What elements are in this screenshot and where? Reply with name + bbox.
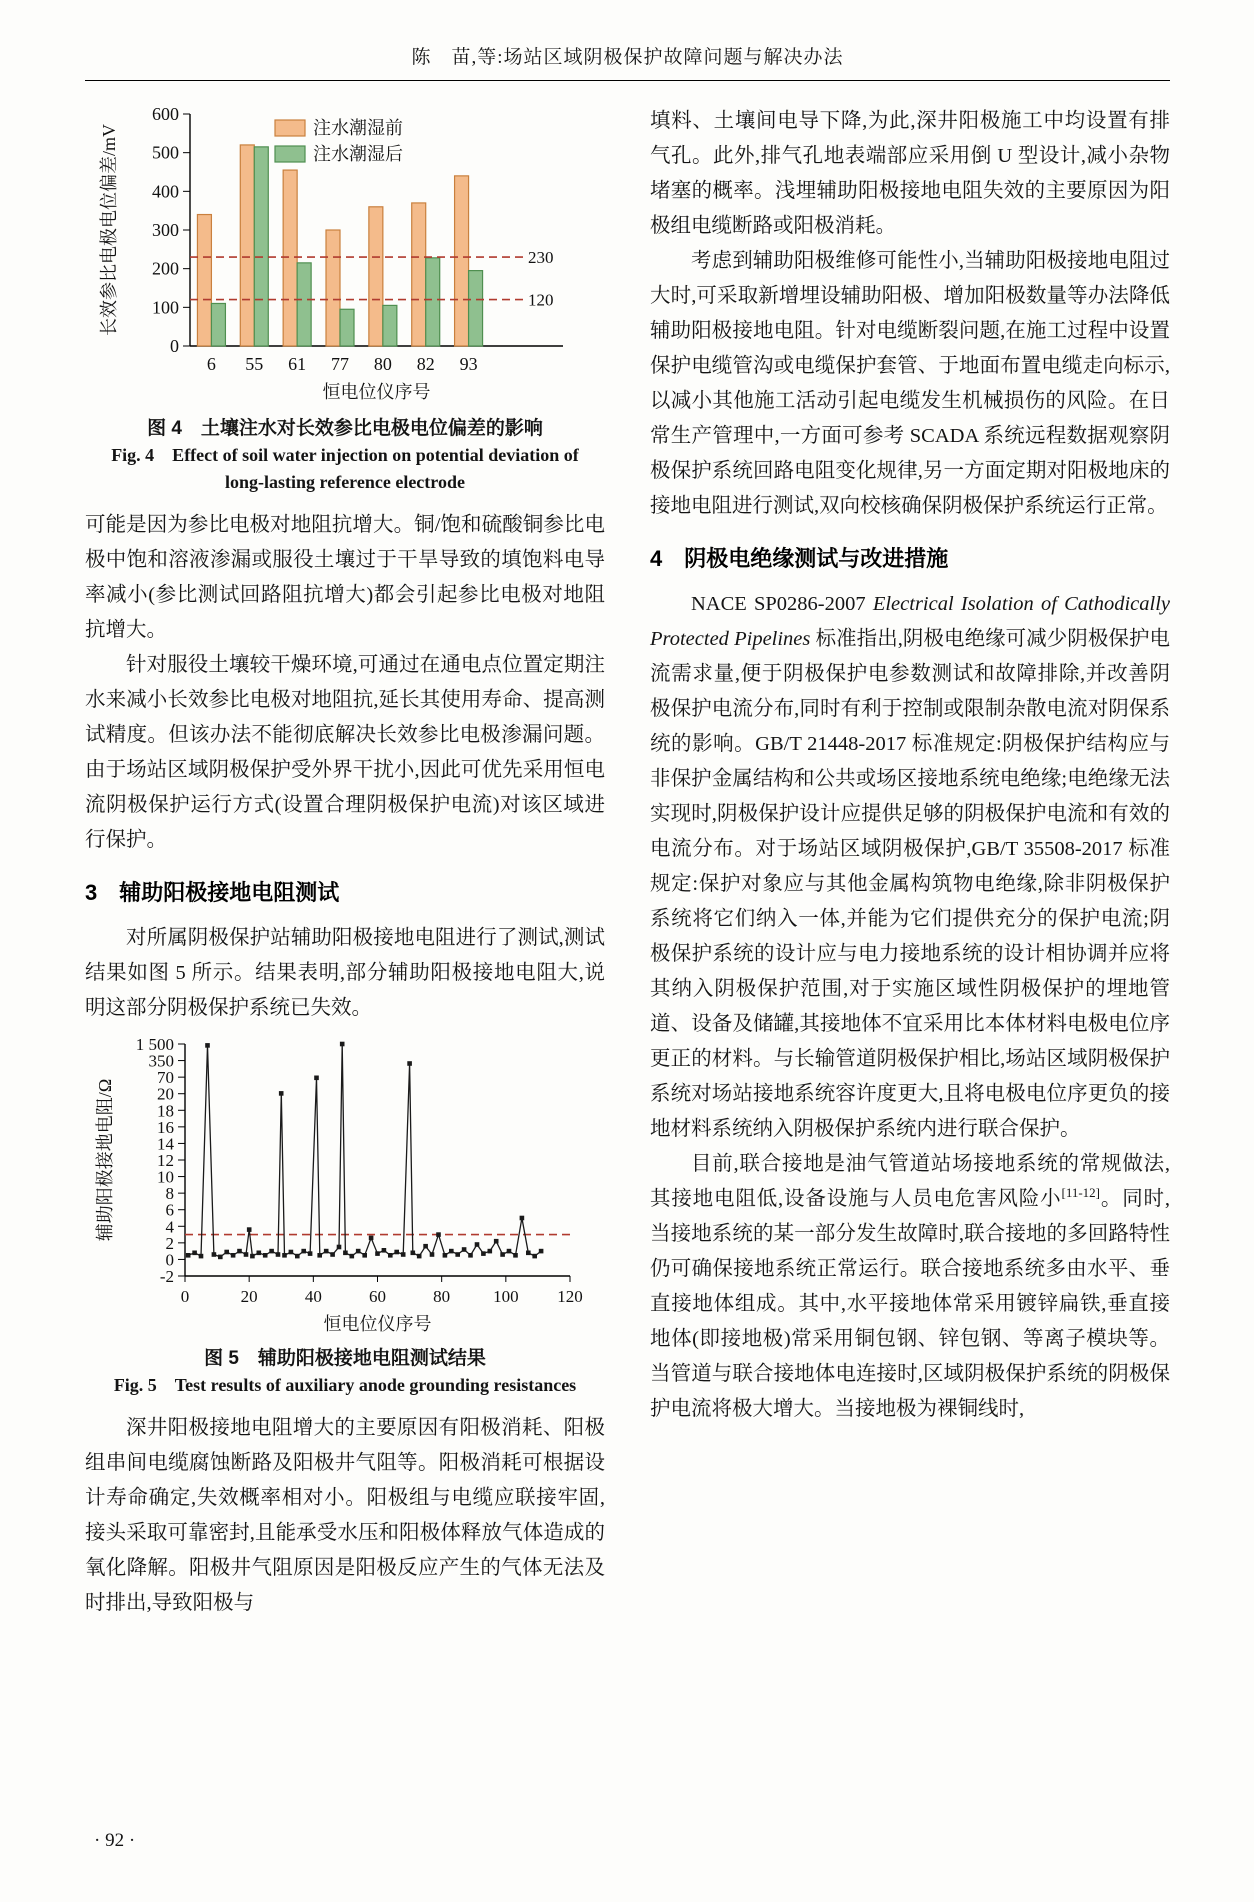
svg-text:80: 80	[373, 354, 392, 374]
fig5-caption	[85, 1343, 605, 1399]
svg-text:55: 55	[245, 354, 264, 374]
svg-text:61: 61	[288, 354, 307, 374]
nace-standard-title-italic: Electrical Isolation of Cathodically Protected Pipelines	[650, 593, 1170, 650]
svg-text:0: 0	[170, 336, 179, 356]
svg-text:600: 600	[152, 104, 179, 124]
fig5-line-chart	[85, 1036, 605, 1336]
svg-text:100: 100	[152, 297, 179, 318]
svg-text:300: 300	[152, 220, 179, 240]
svg-text:60: 60	[369, 1287, 386, 1306]
paragraph	[650, 587, 1170, 1147]
svg-text:40: 40	[304, 1287, 322, 1306]
svg-text:400: 400	[152, 181, 179, 202]
paragraph: 填料、土壤间电导下降,为此,深井阳极施工中均设置有排气孔。此外,排气孔地表端部应采用倒 U 型设计,减小杂物堵塞的概率。浅埋辅助阳极接地电阻失效的主要原因为阳极组电缆断路或阳极消耗。	[650, 110, 1170, 237]
fig4-caption-en-line1: Fig. 4 Effect of soil water injection on potential deviation of	[111, 445, 579, 465]
page-header-title: 陈 苗,等:场站区域阴极保护故障问题与解决办法	[411, 47, 844, 68]
svg-text:注水潮湿后: 注水潮湿后	[313, 144, 403, 164]
paragraph: 可能是因为参比电极对地阻抗增大。铜/饱和硫酸铜参比电极中饱和溶液渗漏或服役土壤过于干旱导致的填饱料电导率减小(参比测试回路阻抗增大)都会引起参比电极对地阻抗增大。	[85, 514, 605, 641]
fig5-caption-en: Fig. 5 Test results of auxiliary anode grounding resistances	[113, 1375, 577, 1395]
svg-text:120: 120	[557, 1287, 583, 1306]
figure-5	[85, 1036, 605, 1399]
svg-text:82: 82	[416, 354, 435, 374]
page-number: · 92 ·	[94, 1830, 136, 1851]
svg-text:辅助阳极接地电阻/Ω: 辅助阳极接地电阻/Ω	[95, 1078, 115, 1242]
svg-text:18: 18	[157, 1101, 174, 1121]
svg-text:6: 6	[165, 1200, 174, 1220]
svg-text:230: 230	[528, 248, 554, 268]
svg-text:70: 70	[157, 1068, 174, 1088]
citation-ref: [11-12]	[1061, 1185, 1101, 1201]
svg-text:4: 4	[165, 1217, 174, 1237]
last-paragraph-pre: 目前,联合接地是油气管道站场接地系统的常规做法,其接地电阻低,设备设施与人员电危害风险小	[650, 1153, 1170, 1210]
fig4-bar-chart	[85, 104, 605, 406]
right-column	[650, 104, 1170, 1621]
section-3-heading: 3 辅助阳极接地电阻测试	[85, 880, 340, 905]
svg-text:2: 2	[165, 1233, 174, 1253]
svg-text:12: 12	[157, 1151, 174, 1170]
svg-text:1 500: 1 500	[135, 1036, 174, 1054]
last-paragraph-post: 。同时,当接地系统的某一部分发生故障时,联合接地的多回路特性仍可确保接地系统正常运行。联合接地系统多由水平、垂直接地体组成。其中,水平接地体常采用镀锌扁铁,垂直接地体(即接地极)常采用铜包钢、锌包钢、等离子模块等。当管道与联合接地体电连接时,区域阴极保护系统的阴极保护电流将极大增大。当接地极为裸铜线时,	[650, 1188, 1171, 1420]
figure-4	[85, 104, 605, 496]
paragraph: 对所属阴极保护站辅助阳极接地电阻进行了测试,测试结果如图 5 所示。结果表明,部分辅助阳极接地电阻大,说明这部分阴极保护系统已失效。	[85, 927, 605, 1019]
svg-text:0: 0	[165, 1250, 174, 1270]
svg-text:93: 93	[459, 354, 478, 374]
svg-text:恒电位仪序号: 恒电位仪序号	[323, 1314, 432, 1334]
svg-text:80: 80	[433, 1287, 451, 1306]
fig4-caption-cn: 图 4 土壤注水对长效参比电极电位偏差的影响	[147, 418, 543, 439]
fig4-caption	[85, 413, 605, 496]
svg-text:20: 20	[240, 1287, 258, 1306]
svg-text:20: 20	[157, 1084, 174, 1104]
svg-text:长效参比电极电位偏差/mV: 长效参比电极电位偏差/mV	[99, 124, 119, 336]
svg-text:8: 8	[165, 1184, 174, 1204]
svg-text:0: 0	[180, 1287, 190, 1306]
svg-text:14: 14	[157, 1134, 174, 1154]
content-columns	[85, 104, 1170, 1621]
svg-text:100: 100	[493, 1287, 519, 1306]
svg-text:16: 16	[157, 1117, 174, 1137]
svg-text:77: 77	[331, 354, 349, 374]
paragraph	[650, 1147, 1170, 1427]
paragraph: 针对服役土壤较干燥环境,可通过在通电点位置定期注水来减小长效参比电极对地阻抗,延长其使用寿命、提高测试精度。但该办法不能彻底解决长效参比电极渗漏问题。由于场站区域阴极保护受外界干扰小,因此可优先采用恒电流阴极保护运行方式(设置合理阴极保护电流)对该区域进行保护。	[85, 654, 605, 851]
svg-text:350: 350	[148, 1051, 174, 1071]
paragraph: 深井阳极接地电阻增大的主要原因有阳极消耗、阳极组串间电缆腐蚀断路及阳极井气阻等。阳极消耗可根据设计寿命确定,失效概率相对小。阳极组与电缆应联接牢固,接头采取可靠密封,且能承受水压和阳极体释放气体造成的氧化降解。阳极井气阻原因是阳极反应产生的气体无法及时排出,导致阳极与	[85, 1417, 605, 1614]
paragraph: 考虑到辅助阳极维修可能性小,当辅助阳极接地电阻过大时,可采取新增埋设辅助阳极、增加阳极数量等办法降低辅助阳极接地电阻。针对电缆断裂问题,在施工过程中设置保护电缆管沟或电缆保护套管、于地面布置电缆走向标示,以减小其他施工活动引起电缆发生机械损伤的风险。在日常生产管理中,一方面可参考 SCADA 系统远程数据观察阴极保护系统回路电阻变化规律,另一方面定期对阳极地床的接地电阻进行测试,双向校核确保阴极保护系统运行正常。	[650, 250, 1170, 517]
svg-text:500: 500	[152, 142, 179, 163]
svg-text:10: 10	[157, 1167, 174, 1187]
header-rule	[85, 80, 1170, 81]
svg-text:-2: -2	[159, 1267, 174, 1286]
svg-text:6: 6	[206, 354, 216, 374]
fig4-caption-en-line2: long-lasting reference electrode	[225, 472, 465, 492]
svg-text:200: 200	[152, 258, 179, 279]
fig5-caption-cn: 图 5 辅助阳极接地电阻测试结果	[204, 1348, 486, 1369]
left-column	[85, 104, 605, 1621]
nace-paragraph-body: 标准指出,阴极电绝缘可减少阴极保护电流需求量,便于阴极保护电参数测试和故障排除,并改善阴极保护电流分布,同时有利于控制或限制杂散电流对阴保系统的影响。GB/T 21448-2017 标准规定:阴极保护结构应与非保护金属结构和公共或场区接地系统电绝缘;电绝缘无法实现时,阴极保护设计应提供足够的阴极保护电流和有效的电流分布。对于场站区域阴极保护,GB/T 35508-2017 标准规定:保护对象应与其他金属构筑物电绝缘,除非阴极保护系统将它们纳入一体,并能为它们提供充分的保护电流;阴极保护系统的设计应与电力接地系统的设计相协调并应将其纳入阴极保护范围,对于实施区域性阴极保护的埋地管道、设备及储罐,其接地体不宜采用比本体材料电极电位序更正的材料。与长输管道阴极保护相比,场站区域阴极保护系统对场站接地系统容许度更大,且将电极电位序更负的接地材料系统纳入阴极保护系统内进行联合保护。	[650, 628, 1170, 1140]
fig4-caption-en	[85, 442, 605, 496]
svg-text:120: 120	[528, 290, 554, 310]
svg-text:注水潮湿前: 注水潮湿前	[313, 118, 403, 138]
svg-text:恒电位仪序号: 恒电位仪序号	[322, 382, 431, 402]
nace-standard-ref: NACE SP0286-2007	[691, 593, 873, 615]
section-4-heading: 4 阴极电绝缘测试与改进措施	[650, 546, 949, 571]
